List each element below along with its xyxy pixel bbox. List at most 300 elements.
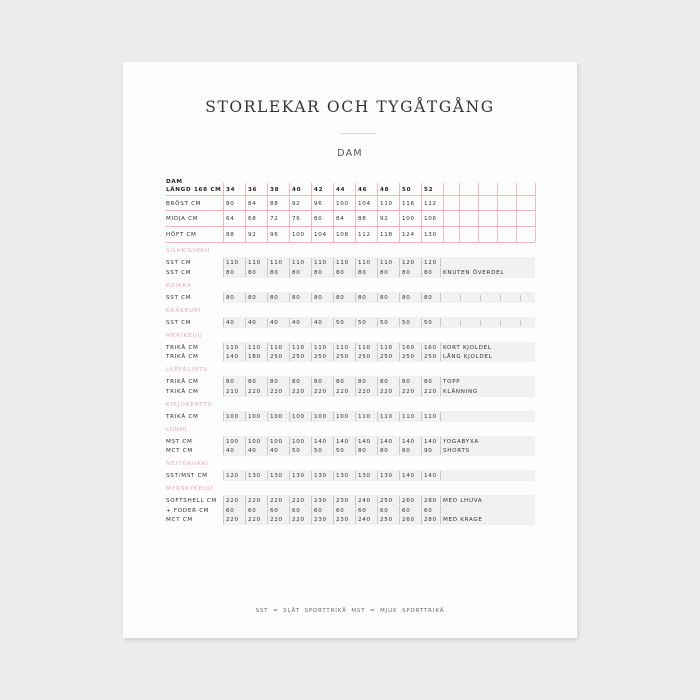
cell-divider: [223, 446, 224, 455]
cell-divider: [267, 446, 268, 455]
cell-divider: [333, 387, 334, 396]
cell-divider: [289, 515, 290, 524]
measurement-cell: 104: [314, 232, 327, 238]
fabric-cell: 110: [248, 344, 261, 351]
fabric-cell: 140: [226, 354, 239, 360]
fabric-row-note: KLÄNNING: [443, 388, 478, 395]
fabric-cell: 140: [424, 438, 437, 445]
fabric-cell: 110: [424, 413, 437, 420]
cell-divider: [311, 352, 312, 361]
fabric-row-note: KORT KJOLDEL: [443, 344, 492, 351]
cell-divider: [399, 318, 400, 327]
fabric-cell: 130: [314, 473, 327, 479]
cell-divider: [245, 318, 246, 327]
cell-divider: [440, 293, 441, 302]
fabric-cell: 110: [402, 413, 415, 420]
fabric-row-note: LÅNG KJOLDEL: [443, 354, 493, 360]
fabric-cell: 230: [314, 517, 327, 523]
fabric-cell: 80: [336, 269, 345, 276]
fabric-cell: 130: [380, 473, 393, 479]
fabric-row-note: KNUTEN ÖVERDEL: [443, 269, 505, 276]
grid-vline: [478, 183, 479, 242]
fabric-cell: 220: [314, 388, 327, 395]
fabric-cell: 220: [402, 388, 415, 395]
cell-divider: [399, 515, 400, 524]
cell-divider: [440, 387, 441, 396]
fabric-cell: 50: [358, 319, 367, 326]
size-table-header-dam: DAM: [166, 179, 183, 185]
fabric-cell: 80: [336, 294, 345, 301]
cell-divider: [333, 352, 334, 361]
fabric-cell: 100: [248, 438, 261, 445]
fabric-cell: 220: [226, 517, 239, 523]
fabric-row-label: TRIKÅ CM: [166, 354, 199, 360]
cell-divider: [223, 515, 224, 524]
measurement-cell: 80: [226, 201, 235, 207]
fabric-cell: 80: [314, 294, 323, 301]
fabric-row-label: TRIKÅ CM: [166, 344, 199, 351]
fabric-cell: 50: [336, 319, 345, 326]
fabric-section-title: SILKKIUIKKU: [166, 248, 211, 254]
fabric-cell: 220: [380, 388, 393, 395]
fabric-cell: 250: [380, 354, 393, 360]
grid-vline: [267, 183, 268, 242]
fabric-cell: 80: [402, 294, 411, 301]
fabric-cell: 80: [248, 379, 257, 385]
measurement-cell: 92: [248, 232, 257, 238]
cell-divider: [267, 293, 268, 302]
fabric-row-label: MCT CM: [166, 517, 193, 523]
fabric-cell: 80: [358, 448, 367, 454]
grid-hline: [166, 226, 535, 227]
fabric-row-label: TRIKÅ CM: [166, 379, 199, 385]
cell-divider: [421, 318, 422, 327]
fabric-cell: 220: [424, 388, 437, 395]
fabric-cell: 210: [226, 388, 239, 395]
cell-divider: [377, 268, 378, 277]
fabric-cell: 50: [336, 448, 345, 454]
fabric-cell: 60: [292, 507, 301, 514]
grid-vline: [443, 183, 444, 242]
fabric-cell: 80: [314, 379, 323, 385]
fabric-cell: 140: [314, 438, 327, 445]
cell-divider: [311, 446, 312, 455]
fabric-cell: 280: [424, 498, 437, 504]
cell-divider: [399, 268, 400, 277]
fabric-row-label: SOFTSHELL CM: [166, 498, 217, 504]
size-header-cell: 44: [336, 187, 346, 193]
cell-divider: [399, 293, 400, 302]
fabric-cell: 140: [402, 438, 415, 445]
cell-divider: [440, 515, 441, 524]
measurement-cell: 100: [402, 216, 415, 222]
cell-divider: [267, 352, 268, 361]
cell-divider: [333, 268, 334, 277]
measurement-cell: 124: [402, 232, 415, 238]
fabric-cell: 80: [424, 379, 433, 385]
fabric-cell: 50: [292, 448, 301, 454]
grid-vline: [535, 183, 536, 242]
fabric-cell: 80: [358, 379, 367, 385]
fabric-cell: 230: [336, 517, 349, 523]
fabric-cell: 110: [314, 260, 327, 266]
fabric-section-title: KUIKKA: [166, 282, 192, 289]
cell-divider: [267, 268, 268, 277]
fabric-cell: 140: [402, 473, 415, 479]
fabric-section-title: KAAKKURI: [166, 307, 202, 314]
cell-divider: [267, 412, 268, 421]
cell-divider: [377, 515, 378, 524]
cell-divider: [223, 412, 224, 421]
cell-divider: [289, 318, 290, 327]
measurement-cell: 84: [248, 201, 257, 207]
fabric-cell: 60: [314, 507, 323, 514]
cell-divider: [223, 318, 224, 327]
empty-marker: [520, 320, 521, 326]
fabric-cell: 50: [380, 319, 389, 326]
measurement-cell: 122: [424, 201, 437, 207]
empty-marker: [480, 320, 481, 326]
fabric-cell: 60: [380, 507, 389, 514]
fabric-cell: 260: [402, 517, 415, 523]
cell-divider: [440, 446, 441, 455]
fabric-cell: 50: [424, 319, 433, 326]
fabric-row-label: TRIKÅ CM: [166, 413, 199, 420]
fabric-cell: 280: [424, 517, 437, 523]
fabric-cell: 80: [248, 294, 257, 301]
fabric-row-note: YOGABYXA: [443, 438, 479, 445]
cell-divider: [377, 471, 378, 480]
fabric-row-label: SST/MST CM: [166, 473, 208, 479]
fabric-cell: 100: [336, 413, 349, 420]
fabric-cell: 80: [270, 269, 279, 276]
fabric-cell: 60: [270, 507, 279, 514]
cell-divider: [311, 268, 312, 277]
fabric-section-title: NEITOKUKKI: [166, 461, 209, 467]
cell-divider: [289, 293, 290, 302]
measurement-cell: 130: [424, 232, 437, 238]
cell-divider: [377, 446, 378, 455]
cell-divider: [311, 318, 312, 327]
fabric-cell: 60: [336, 507, 345, 514]
fabric-cell: 100: [292, 438, 305, 445]
measurement-cell: 88: [270, 201, 279, 207]
fabric-row-label: SST CM: [166, 269, 192, 276]
size-header-cell: 48: [380, 187, 390, 193]
fabric-cell: 250: [358, 354, 371, 360]
cell-divider: [421, 387, 422, 396]
cell-divider: [421, 268, 422, 277]
fabric-cell: 80: [424, 294, 433, 301]
fabric-cell: 110: [380, 413, 393, 420]
size-header-cell: 36: [248, 187, 258, 193]
measurement-cell: 116: [402, 201, 415, 207]
measurement-cell: 108: [336, 232, 349, 238]
fabric-cell: 130: [270, 473, 283, 479]
fabric-cell: 110: [314, 344, 327, 351]
fabric-cell: 110: [380, 344, 393, 351]
fabric-cell: 100: [226, 438, 239, 445]
fabric-cell: 80: [380, 269, 389, 276]
fabric-cell: 80: [270, 379, 279, 385]
fabric-cell: 220: [226, 498, 239, 504]
measurement-label: HÖFT CM: [166, 232, 197, 238]
fabric-section-title: LUNNI: [166, 426, 188, 433]
measurement-cell: 92: [380, 216, 389, 222]
fabric-cell: 40: [314, 319, 323, 326]
measurement-cell: 76: [292, 216, 301, 222]
fabric-row-label: TRIKÅ CM: [166, 388, 199, 395]
cell-divider: [421, 293, 422, 302]
fabric-cell: 40: [292, 319, 301, 326]
measurement-cell: 80: [314, 216, 323, 222]
fabric-cell: 220: [336, 388, 349, 395]
size-header-cell: 46: [358, 187, 368, 193]
measurement-cell: 106: [424, 216, 437, 222]
fabric-cell: 80: [380, 448, 389, 454]
grid-vline: [516, 183, 517, 242]
cell-divider: [421, 471, 422, 480]
fabric-cell: 250: [292, 354, 305, 360]
fabric-cell: 80: [336, 379, 345, 385]
fabric-section-title: MERIKEIJU: [166, 332, 203, 339]
cell-divider: [440, 471, 441, 480]
measurement-cell: 88: [226, 232, 235, 238]
fabric-cell: 40: [248, 319, 257, 326]
fabric-cell: 80: [402, 269, 411, 276]
size-header-cell: 40: [292, 187, 302, 193]
grid-vline: [311, 183, 312, 242]
cell-divider: [399, 446, 400, 455]
measurement-cell: 84: [336, 216, 345, 222]
size-header-cell: 42: [314, 187, 324, 193]
fabric-cell: 130: [248, 473, 261, 479]
fabric-cell: 40: [248, 448, 257, 454]
cell-divider: [333, 515, 334, 524]
measurement-cell: 110: [380, 201, 393, 207]
grid-vline: [333, 183, 334, 242]
fabric-cell: 120: [402, 260, 415, 266]
measurement-cell: 72: [270, 216, 279, 222]
fabric-cell: 220: [292, 388, 305, 395]
fabric-cell: 130: [358, 473, 371, 479]
fabric-cell: 110: [248, 260, 261, 266]
cell-divider: [440, 318, 441, 327]
fabric-row-note: TOPP: [443, 379, 461, 385]
size-header-cell: 52: [424, 187, 434, 193]
cell-divider: [223, 293, 224, 302]
cell-divider: [399, 471, 400, 480]
cell-divider: [289, 471, 290, 480]
cell-divider: [245, 412, 246, 421]
fabric-cell: 80: [358, 294, 367, 301]
fabric-cell: 220: [292, 498, 305, 504]
fabric-cell: 220: [248, 517, 261, 523]
page-subtitle: DAM: [337, 148, 363, 159]
cell-divider: [245, 515, 246, 524]
grid-vline: [497, 183, 498, 242]
measurement-cell: 68: [248, 216, 257, 222]
cell-divider: [355, 446, 356, 455]
fabric-cell: 260: [402, 498, 415, 504]
measurement-cell: 104: [358, 201, 371, 207]
fabric-cell: 110: [292, 260, 305, 266]
fabric-cell: 60: [248, 507, 257, 514]
fabric-cell: 140: [336, 438, 349, 445]
cell-divider: [355, 471, 356, 480]
fabric-cell: 80: [402, 448, 411, 454]
cell-divider: [440, 352, 441, 361]
fabric-row-label: + FODER CM: [166, 507, 210, 514]
cell-divider: [355, 515, 356, 524]
fabric-cell: 120: [226, 473, 239, 479]
measurement-label: BRÖST CM: [166, 201, 202, 207]
cell-divider: [245, 387, 246, 396]
cell-divider: [267, 515, 268, 524]
fabric-section-title: LEPPÄLINTU: [166, 367, 209, 373]
fabric-cell: 50: [314, 448, 323, 454]
empty-marker: [460, 295, 461, 301]
cell-divider: [333, 446, 334, 455]
fabric-cell: 110: [292, 344, 305, 351]
fabric-cell: 100: [226, 413, 239, 420]
fabric-cell: 250: [380, 498, 393, 504]
cell-divider: [421, 352, 422, 361]
fabric-cell: 80: [380, 379, 389, 385]
cell-divider: [289, 387, 290, 396]
title-divider: [340, 133, 376, 134]
cell-divider: [245, 268, 246, 277]
cell-divider: [223, 268, 224, 277]
grid-vline: [223, 183, 224, 242]
fabric-cell: 220: [292, 517, 305, 523]
fabric-cell: 110: [358, 344, 371, 351]
fabric-row-note: MED LHUVA: [443, 498, 483, 504]
cell-divider: [440, 268, 441, 277]
fabric-cell: 230: [314, 498, 327, 504]
measurement-cell: 112: [358, 232, 371, 238]
fabric-cell: 40: [226, 319, 235, 326]
measurement-cell: 100: [336, 201, 349, 207]
fabric-cell: 220: [358, 388, 371, 395]
fabric-cell: 110: [270, 260, 283, 266]
fabric-cell: 40: [226, 448, 235, 454]
fabric-row-label: SST CM: [166, 319, 192, 326]
empty-marker: [500, 295, 501, 301]
cell-divider: [399, 412, 400, 421]
size-header-cell: 50: [402, 187, 412, 193]
cell-divider: [440, 412, 441, 421]
fabric-cell: 250: [270, 354, 283, 360]
grid-vline: [421, 183, 422, 242]
fabric-cell: 90: [424, 448, 433, 454]
grid-vline: [355, 183, 356, 242]
cell-divider: [289, 268, 290, 277]
cell-divider: [245, 446, 246, 455]
fabric-cell: 100: [292, 413, 305, 420]
fabric-cell: 110: [336, 260, 349, 266]
grid-vline: [399, 183, 400, 242]
fabric-cell: 140: [380, 438, 393, 445]
measurement-cell: 92: [292, 201, 301, 207]
cell-divider: [223, 352, 224, 361]
cell-divider: [267, 471, 268, 480]
fabric-cell: 140: [424, 473, 437, 479]
cell-divider: [421, 412, 422, 421]
cell-divider: [399, 387, 400, 396]
cell-divider: [333, 293, 334, 302]
fabric-cell: 60: [226, 507, 235, 514]
fabric-cell: 80: [226, 294, 235, 301]
cell-divider: [355, 387, 356, 396]
cell-divider: [267, 387, 268, 396]
cell-divider: [311, 471, 312, 480]
cell-divider: [355, 412, 356, 421]
empty-marker: [480, 295, 481, 301]
fabric-cell: 80: [424, 269, 433, 276]
cell-divider: [377, 293, 378, 302]
empty-marker: [460, 320, 461, 326]
fabric-cell: 100: [270, 438, 283, 445]
cell-divider: [377, 412, 378, 421]
fabric-cell: 80: [226, 379, 235, 385]
fabric-cell: 110: [336, 344, 349, 351]
fabric-row-label: SST CM: [166, 294, 192, 301]
grid-vline: [245, 183, 246, 242]
fabric-cell: 60: [402, 507, 411, 514]
fabric-row-note: MED KRAGE: [443, 517, 483, 523]
fabric-cell: 220: [270, 517, 283, 523]
fabric-section-title: KIRJOKERTTU: [166, 401, 213, 408]
measurement-cell: 118: [380, 232, 393, 238]
fabric-cell: 80: [292, 294, 301, 301]
fabric-cell: 40: [270, 319, 279, 326]
fabric-cell: 80: [380, 294, 389, 301]
fabric-cell: 80: [358, 269, 367, 276]
fabric-section-title: MYRSKYKEIJU: [166, 486, 214, 492]
cell-divider: [267, 318, 268, 327]
grid-hline: [166, 195, 535, 196]
cell-divider: [245, 471, 246, 480]
cell-divider: [355, 293, 356, 302]
size-header-cell: 38: [270, 187, 280, 193]
empty-marker: [520, 295, 521, 301]
fabric-cell: 120: [424, 260, 437, 266]
fabric-cell: 110: [358, 413, 371, 420]
cell-divider: [245, 352, 246, 361]
fabric-cell: 100: [314, 413, 327, 420]
fabric-cell: 80: [402, 379, 411, 385]
cell-divider: [289, 412, 290, 421]
cell-divider: [377, 387, 378, 396]
cell-divider: [289, 352, 290, 361]
cell-divider: [421, 515, 422, 524]
cell-divider: [399, 352, 400, 361]
page-title: STORLEKAR OCH TYGÅTGÅNG: [205, 98, 495, 116]
fabric-cell: 80: [270, 294, 279, 301]
fabric-cell: 110: [270, 344, 283, 351]
pattern-sheet: [123, 62, 577, 638]
fabric-cell: 220: [248, 388, 261, 395]
grid-vline: [289, 183, 290, 242]
grid-hline: [166, 242, 535, 243]
size-table-header-length: LÄNGD 168 CM: [166, 187, 222, 193]
fabric-row-label: MST CM: [166, 438, 193, 445]
fabric-cell: 110: [226, 344, 239, 351]
fabric-row-label: MCT CM: [166, 448, 193, 454]
fabric-cell: 140: [358, 438, 371, 445]
fabric-cell: 60: [424, 507, 433, 514]
